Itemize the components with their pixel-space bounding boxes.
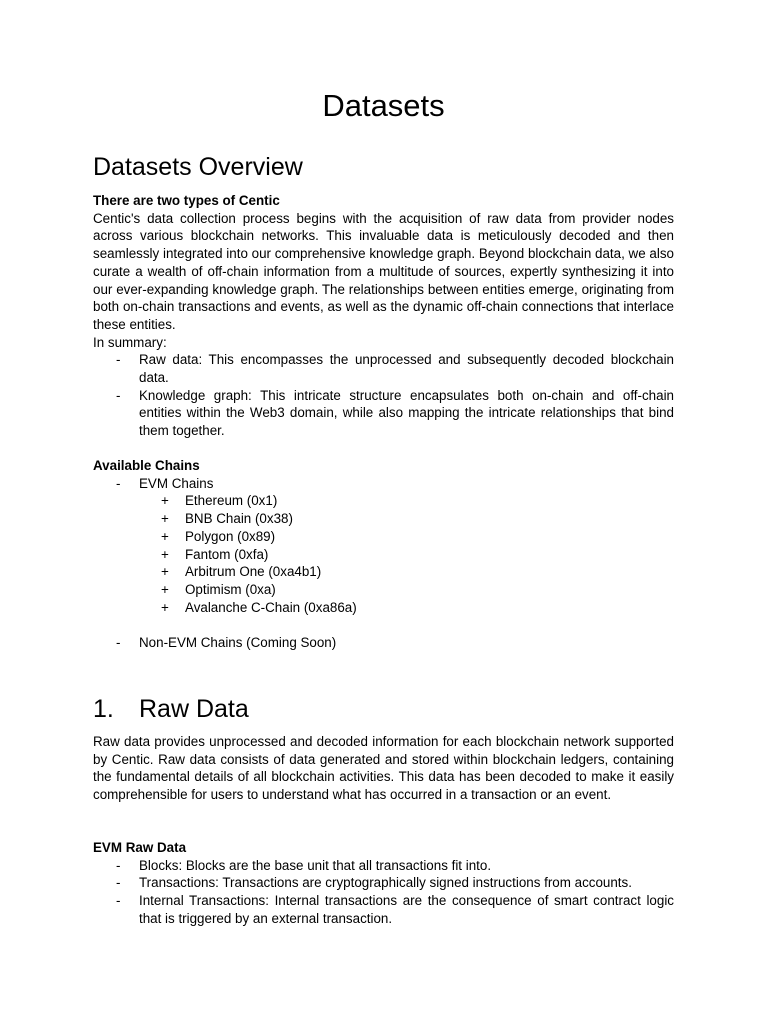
chains-heading: Available Chains: [93, 458, 200, 473]
list-item: [93, 510, 674, 528]
section-number: 1.: [93, 695, 114, 723]
chains-section: [93, 457, 674, 616]
list-item-text: Fantom (0xfa): [185, 546, 269, 562]
list-marker: -: [116, 352, 121, 368]
list-item: [93, 581, 674, 599]
list-item: [93, 387, 674, 440]
evm-raw-data-section: [93, 839, 674, 928]
list-marker: +: [161, 528, 169, 544]
list-marker: +: [161, 564, 169, 580]
list-item: [93, 857, 674, 875]
overview-paragraph: Centic's data collection process begins with the acquisition of raw data from provider nodes across various blockchain networks. This invaluable data is meticulously decoded and then seamlessly integrated into our comprehensive knowledge graph. Beyond blockchain data, we also curate a wealth of off-chain information from a multitude of sources, expertly synthesizing it into our ever-expanding knowledge graph. The relationships between entities emerge, originating from both on-chain transactions and events, as well as the dynamic off-chain connections that interlace these entities.: [93, 210, 674, 332]
list-marker: -: [116, 875, 121, 891]
overview-subheading: There are two types of Centic: [93, 193, 280, 208]
list-item-non-evm-chains: [93, 634, 674, 652]
list-item-text: Non-EVM Chains (Coming Soon): [139, 635, 337, 650]
list-marker: -: [116, 387, 121, 403]
raw-data-heading: [93, 693, 249, 725]
list-item: [93, 351, 674, 386]
summary-list: [93, 351, 674, 440]
list-item: [93, 599, 674, 617]
section-title: Raw Data: [139, 695, 249, 723]
list-item: [93, 892, 674, 927]
raw-data-section: [93, 733, 674, 804]
list-marker: +: [161, 493, 169, 509]
list-marker: +: [161, 581, 169, 597]
list-item-text: Transactions: Transactions are cryptographically signed instructions from accounts.: [139, 875, 632, 891]
list-item-text: Internal Transactions: Internal transactions are the consequence of smart contract logic that is triggered by an external transaction.: [139, 893, 674, 926]
list-item-text: BNB Chain (0x38): [185, 511, 293, 527]
overview-section: [93, 192, 674, 440]
list-marker: -: [116, 635, 121, 650]
list-marker: +: [161, 511, 169, 527]
chains-list: [93, 475, 674, 493]
list-item-text: EVM Chains: [139, 475, 214, 491]
list-marker: -: [116, 475, 121, 491]
list-item-text: Optimism (0xa): [185, 581, 276, 597]
list-marker: +: [161, 599, 169, 615]
list-item-text: Avalanche C-Chain (0xa86a): [185, 599, 357, 615]
evm-chains-list: [93, 492, 674, 616]
list-item: [93, 528, 674, 546]
evm-raw-data-list: [93, 857, 674, 928]
list-marker: +: [161, 546, 169, 562]
document-title: Datasets: [322, 88, 445, 123]
list-item: [93, 874, 674, 892]
list-item-text: Ethereum (0x1): [185, 493, 278, 509]
summary-label: In summary:: [93, 334, 167, 350]
evm-raw-data-heading: EVM Raw Data: [93, 840, 187, 855]
list-item-text: Arbitrum One (0xa4b1): [185, 564, 322, 580]
non-evm-section: [93, 634, 674, 652]
list-item: [93, 492, 674, 510]
overview-heading: Datasets Overview: [93, 153, 303, 181]
list-item-text: Raw data: This encompasses the unprocessed and subsequently decoded blockchain data.: [139, 352, 674, 386]
list-item-text: Knowledge graph: This intricate structure encapsulates both on-chain and off-chain entities within the Web3 domain, while also mapping the intricate relationships that bind them together.: [139, 387, 674, 439]
list-item-evm-chains: [93, 475, 674, 493]
list-item-text: Blocks: Blocks are the base unit that all transactions fit into.: [139, 857, 492, 873]
list-marker: -: [116, 893, 121, 909]
non-evm-list: [93, 634, 674, 652]
list-item-text: Polygon (0x89): [185, 528, 276, 544]
list-marker: -: [116, 857, 121, 873]
raw-data-paragraph: Raw data provides unprocessed and decoded information for each blockchain network supported by Centic. Raw data consists of data generated and stored within blockchain ledgers, containing the fundamental details of all blockchain activities. This data has been decoded to make it easily comprehensible for users to understand what has occurred in a transaction or an event.: [93, 734, 674, 803]
list-item: [93, 546, 674, 564]
list-item: [93, 563, 674, 581]
